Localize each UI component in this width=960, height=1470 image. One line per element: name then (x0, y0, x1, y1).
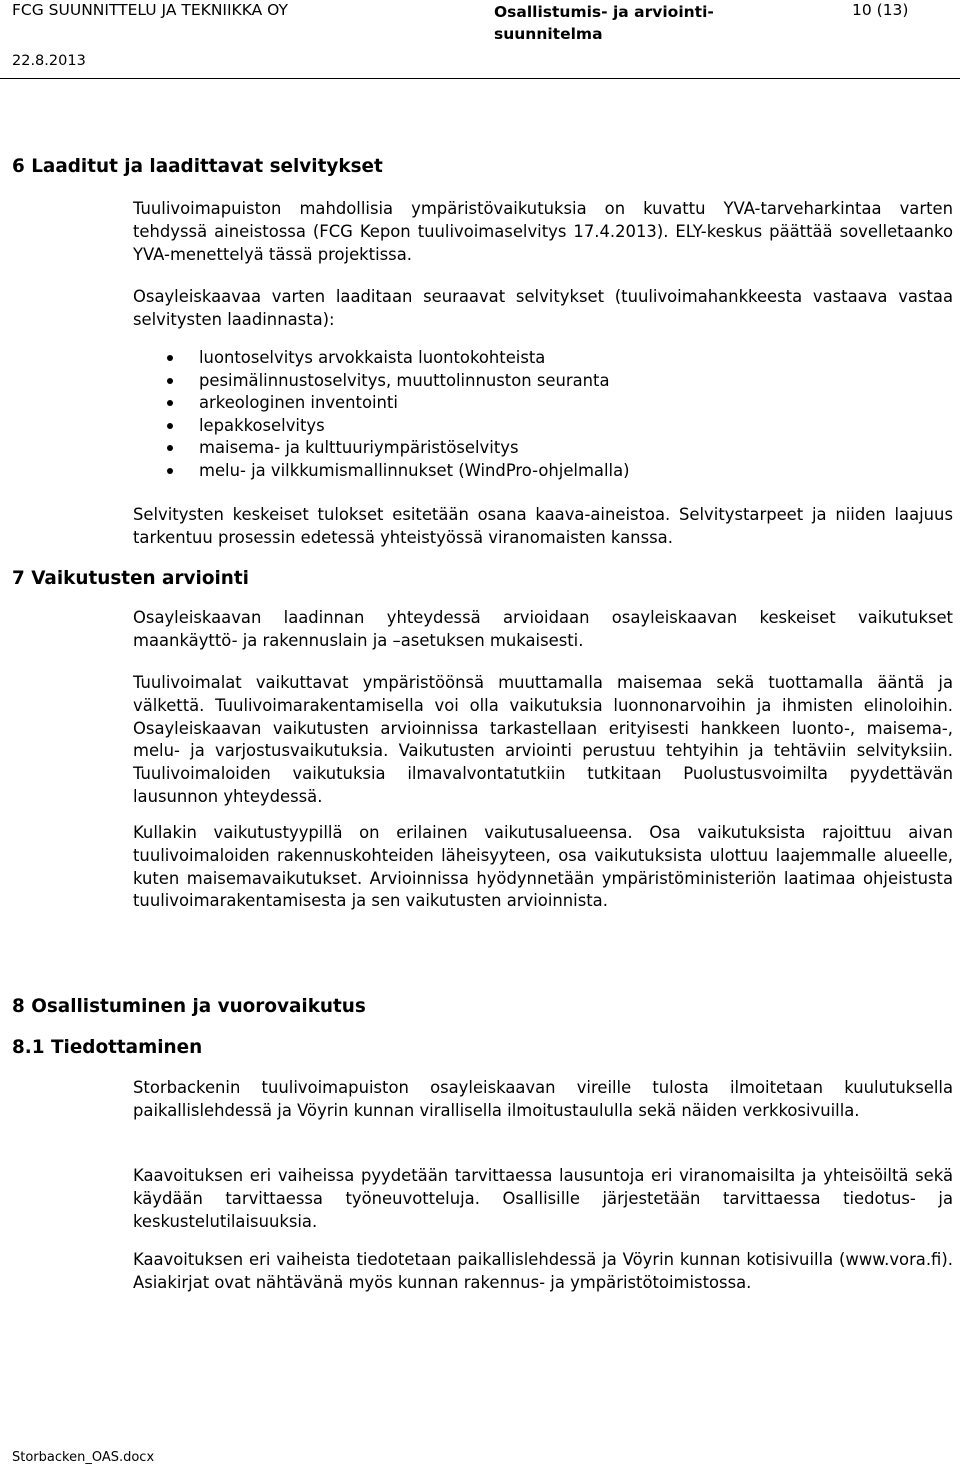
document-title (494, 1, 714, 45)
section-7-paragraph-2: Tuulivoimalat vaikuttavat ympäristöönsä muuttamalla maisemaa sekä tuottamalla ääntä ja välkettä. Tuulivoimarakentamisella voi olla vaikutuksia luonnonarvoihin ja ihmisten elinoloihin. Osayleiskaavan vaikutusten arvioinnissa tarkastellaan erityisesti hankkeen luonto-, maisema-, melu- ja varjostusvaikutuksia. Vaikutusten arviointi perustuu tehtyihin ja tehtäviin selvityksiin. Tuulivoimaloiden vaikutuksia ilmavalvontatutkiin tutkitaan Puolustusvoimilta pyydettävän lausunnon yhteydessä. (133, 673, 953, 806)
section-8-1-paragraph-3: Kaavoituksen eri vaiheista tiedotetaan paikallislehdessä ja Vöyrin kunnan kotisivuilla (www.vora.fi). Asiakirjat ovat nähtävänä myös kunnan rakennus- ja ympäristötoimistossa. (133, 1250, 953, 1292)
section-6-paragraph-2: Osayleiskaavaa varten laaditaan seuraavat selvitykset (tuulivoimahankkeesta vastaava vastaa selvitysten laadinnasta): (133, 287, 953, 329)
bullet-icon (167, 400, 173, 406)
bullet-item: maisema- ja kulttuuriympäristöselvitys (133, 437, 953, 460)
bullet-icon (167, 445, 173, 451)
bullet-item: melu- ja vilkkumismallinnukset (WindPro-ohjelmalla) (133, 460, 953, 483)
bullet-icon (167, 423, 173, 429)
section-8-1-paragraph-2: Kaavoituksen eri vaiheissa pyydetään tarvittaessa lausuntoja eri viranomaisilta ja yhteisöiltä sekä käydään tarvittaessa työneuvotteluja. Osallisille järjestetään tarvittaessa tiedotus- ja keskustelutilaisuuksia. (133, 1166, 953, 1231)
document-title-line2: suunnitelma (494, 25, 603, 43)
footer-filename: Storbacken_OAS.docx (12, 1450, 155, 1465)
bullet-item: lepakkoselvitys (133, 415, 953, 438)
section-6-paragraph-1: Tuulivoimapuiston mahdollisia ympäristövaikutuksia on kuvattu YVA-tarveharkintaa varten tehdyssä aineistossa (FCG Kepon tuulivoimaselvitys 17.4.2013). ELY-keskus päättää sovelletaanko YVA-menettelyä tässä projektissa. (133, 199, 953, 264)
bullet-icon (167, 468, 173, 474)
bullet-item: pesimälinnustoselvitys, muuttolinnuston seuranta (133, 370, 953, 393)
section-7-paragraph-1: Osayleiskaavan laadinnan yhteydessä arvioidaan osayleiskaavan keskeiset vaikutukset maankäyttö- ja rakennuslain ja –asetuksen mukaisesti. (133, 608, 953, 650)
section-8-1-paragraph-1: Storbackenin tuulivoimapuiston osayleiskaavan vireille tulosta ilmoitetaan kuulutuksella paikallislehdessä ja Vöyrin kunnan virallisella ilmoitustaululla sekä näiden verkkosivuilla. (133, 1078, 953, 1120)
document-date: 22.8.2013 (12, 53, 86, 69)
section-6-paragraph-3: Selvitysten keskeiset tulokset esitetään osana kaava-aineistoa. Selvitystarpeet ja niiden laajuus tarkentuu prosessin edetessä yhteistyössä viranomaisten kanssa. (133, 505, 953, 547)
bullet-item: luontoselvitys arvokkaista luontokohteista (133, 347, 953, 370)
surveys-bullet-list (133, 347, 953, 483)
section-8-heading: 8 Osallistuminen ja vuorovaikutus (12, 996, 366, 1017)
document-title-line1: Osallistumis- ja arviointi- (494, 3, 714, 21)
bullet-item: arkeologinen inventointi (133, 392, 953, 415)
section-6-heading: 6 Laaditut ja laadittavat selvitykset (12, 156, 383, 177)
company-name: FCG SUUNNITTELU JA TEKNIIKKA OY (12, 1, 288, 19)
page-number: 10 (13) (852, 1, 909, 19)
section-7-heading: 7 Vaikutusten arviointi (12, 568, 249, 589)
bullet-icon (167, 355, 173, 361)
bullet-icon (167, 378, 173, 384)
section-8-1-heading: 8.1 Tiedottaminen (12, 1037, 203, 1058)
header-divider (0, 78, 960, 79)
section-7-paragraph-3: Kullakin vaikutustyypillä on erilainen vaikutusalueensa. Osa vaikutuksista rajoittuu aivan tuulivoimaloiden rakennuskohteiden läheisyyteen, osa vaikutuksista ulottuu laajemmalle alueelle, kuten maisemavaikutukset. Arvioinnissa hyödynnetään ympäristöministeriön laatimaa ohjeistusta tuulivoimarakentamisesta ja sen vaikutusten arvioinnista. (133, 823, 953, 911)
